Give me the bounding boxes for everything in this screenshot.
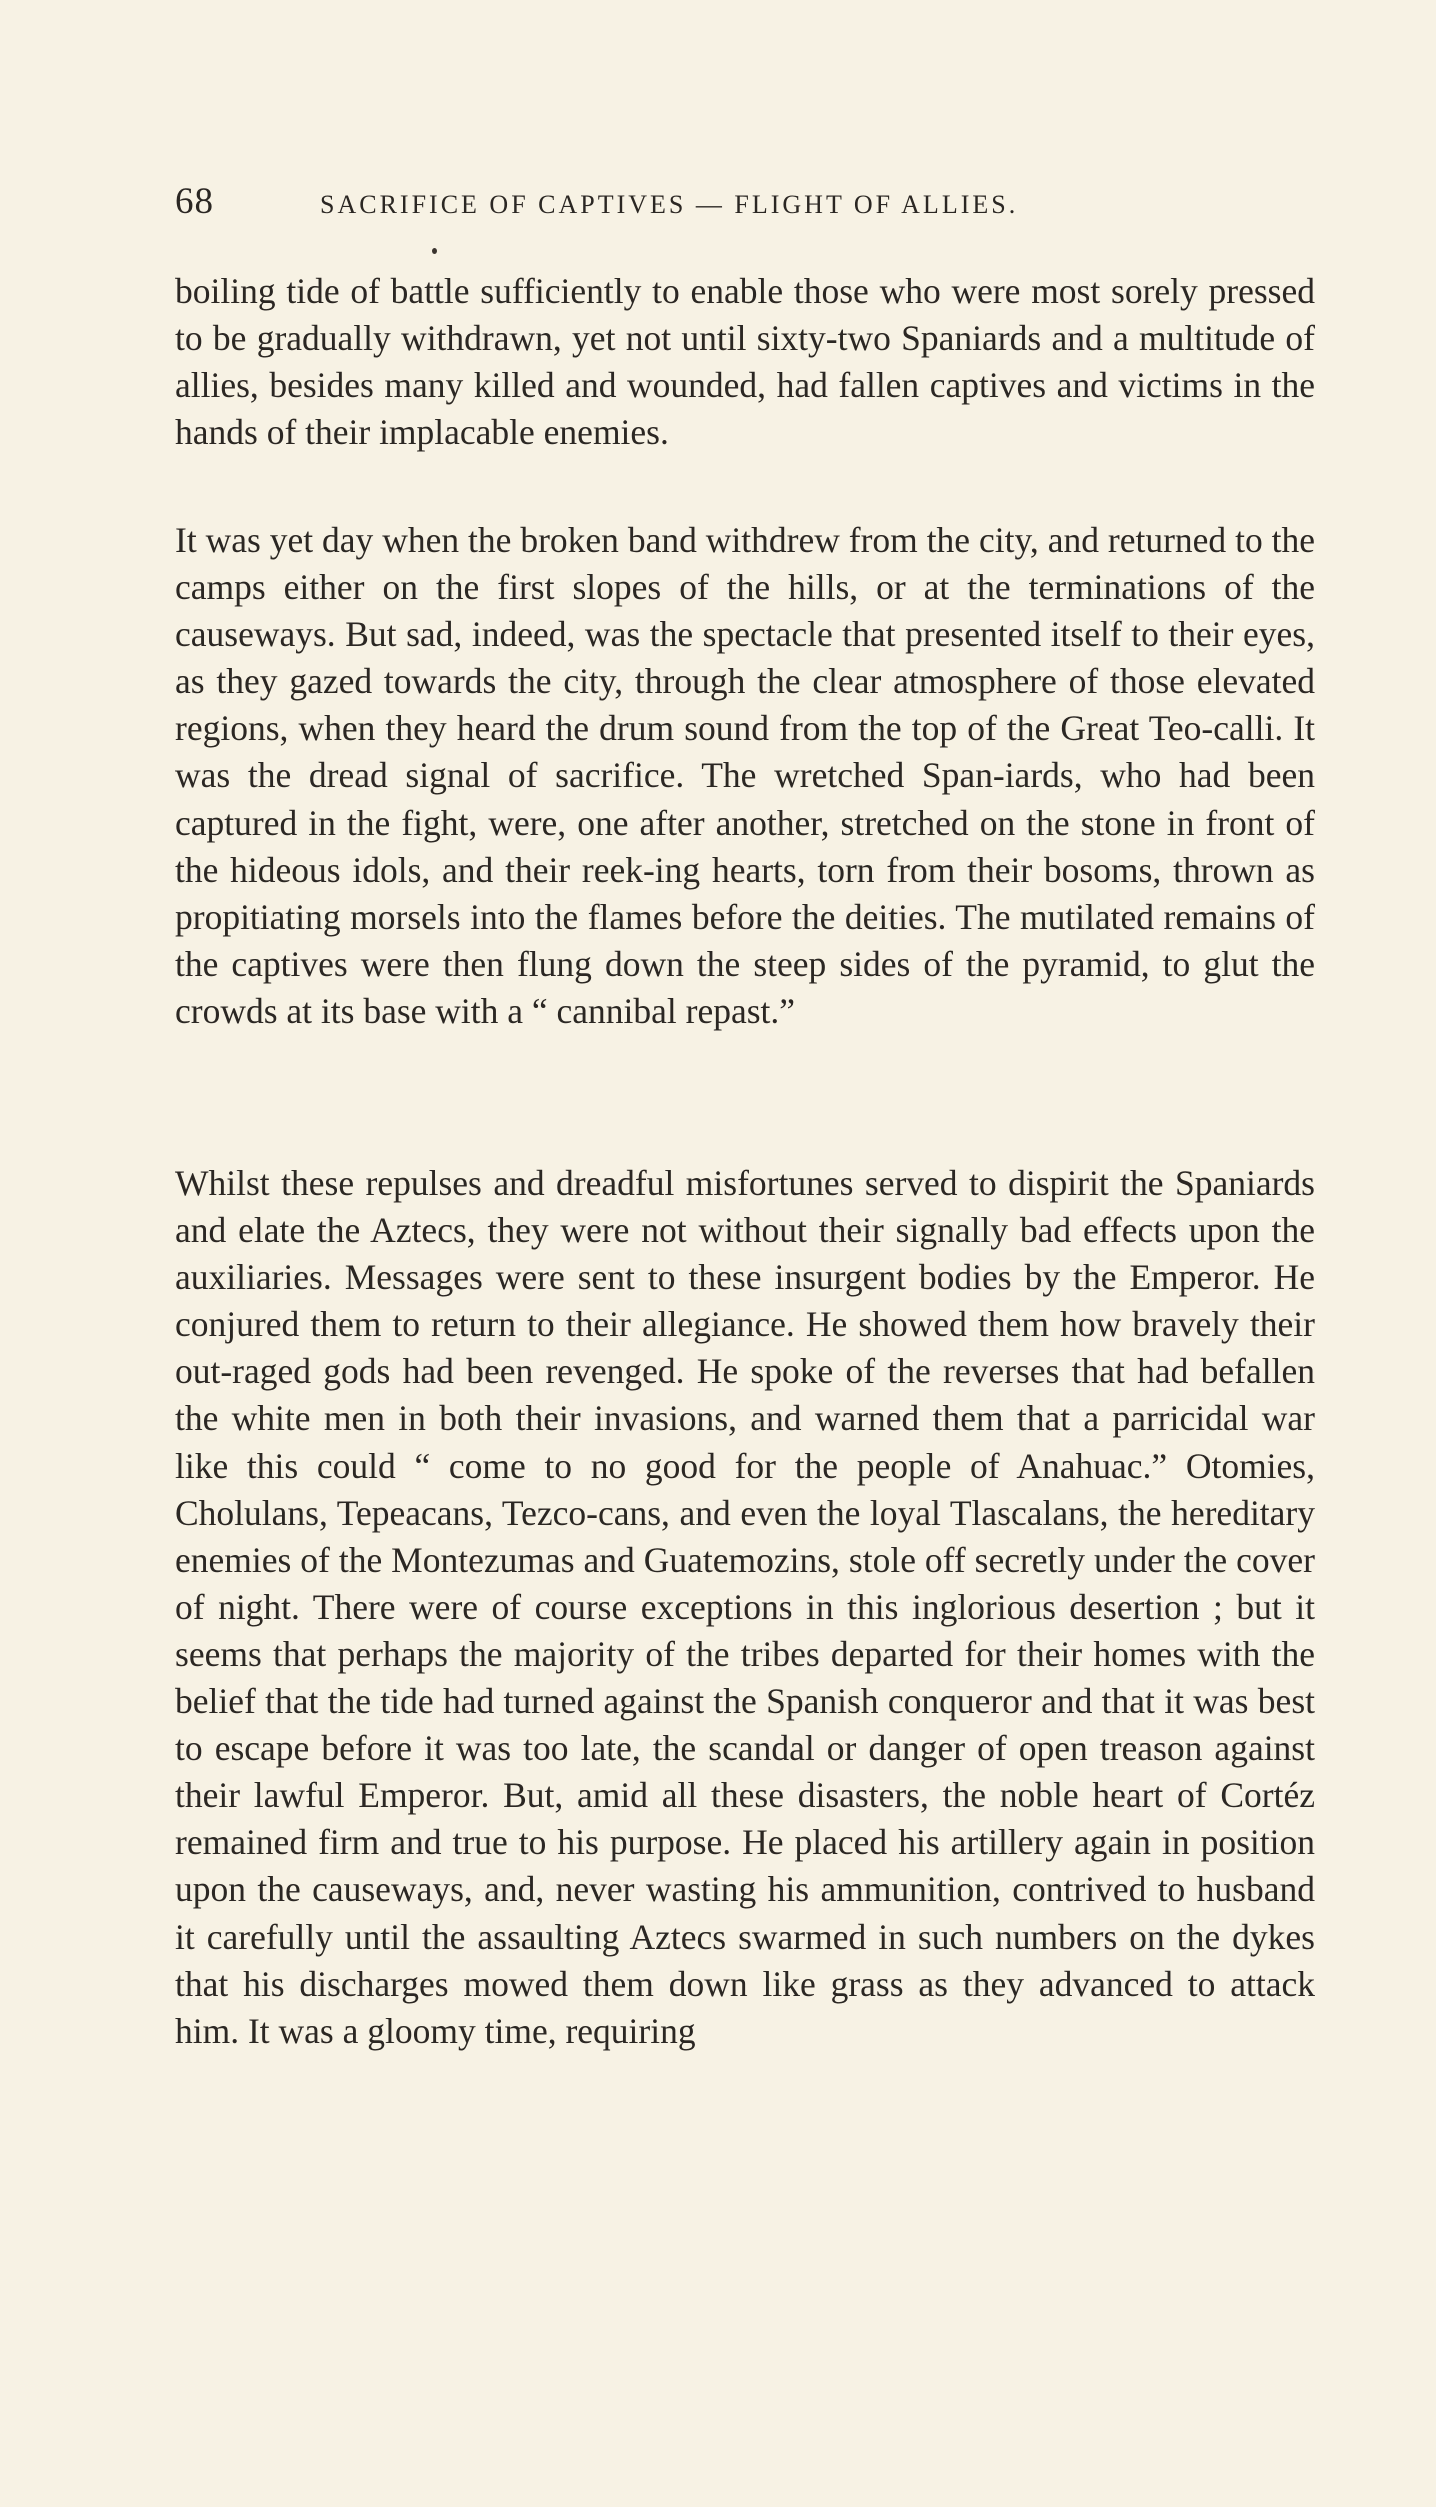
paragraph-1 — [175, 268, 1315, 456]
running-head — [175, 180, 1325, 240]
paragraph-text: Whilst these repulses and dreadful misfortunes served to dispirit the Spaniards and elate the Aztecs, they were not without their signally bad effects upon the auxiliaries. Messages were sent to these insurgent bodies by the Emperor. He conjured them to return to their allegiance. He showed them how bravely their out-raged gods had been revenged. He spoke of the reverses that had befallen the white men in both their invasions, and warned them that a parricidal war like this could “ come to no good for the people of Anahuac.” Otomies, Cholulans, Tepeacans, Tezco-cans, and even the loyal Tlascalans, the hereditary enemies of the Montezumas and Guatemozins, stole off secretly under the cover of night. There were of course exceptions in this inglorious desertion ; but it seems that perhaps the majority of the tribes departed for their homes with the belief that the tide had turned against the Spanish conqueror and that it was best to escape before it was too late, the scandal or danger of open treason against their lawful Emperor. But, amid all these disasters, the noble heart of Cortéz remained firm and true to his purpose. He placed his artillery again in position upon the causeways, and, never wasting his ammunition, contrived to husband it carefully until the assaulting Aztecs swarmed in such numbers on the dykes that his discharges mowed them down like grass as they advanced to attack him. It was a gloomy time, requiring — [175, 1163, 1315, 2051]
page-number: 68 — [175, 181, 214, 222]
running-title: SACRIFICE OF CAPTIVES — FLIGHT OF ALLIES. — [320, 190, 1019, 219]
paragraph-3 — [175, 1160, 1315, 2055]
paragraph-text: It was yet day when the broken band withdrew from the city, and returned to the camps either on the first slopes of the hills, or at the terminations of the causeways. But sad, indeed, was the spectacle that presented itself to their eyes, as they gazed towards the city, through the clear atmosphere of those elevated regions, when they heard the drum sound from the top of the Great Teo-calli. It was the dread signal of sacrifice. The wretched Span-iards, who had been captured in the fight, were, one after another, stretched on the stone in front of the hideous idols, and their reek-ing hearts, torn from their bosoms, thrown as propitiating morsels into the flames before the deities. The mutilated remains of the captives were then flung down the steep sides of the pyramid, to glut the crowds at its base with a “ cannibal repast.” — [175, 520, 1315, 1031]
ink-speck — [432, 248, 437, 254]
paragraph-2 — [175, 517, 1315, 1035]
paragraph-text: boiling tide of battle sufficiently to enable those who were most sorely pressed to be gradually withdrawn, yet not until sixty-two Spaniards and a multitude of allies, besides many killed and wounded, had fallen captives and victims in the hands of their implacable enemies. — [175, 271, 1315, 453]
